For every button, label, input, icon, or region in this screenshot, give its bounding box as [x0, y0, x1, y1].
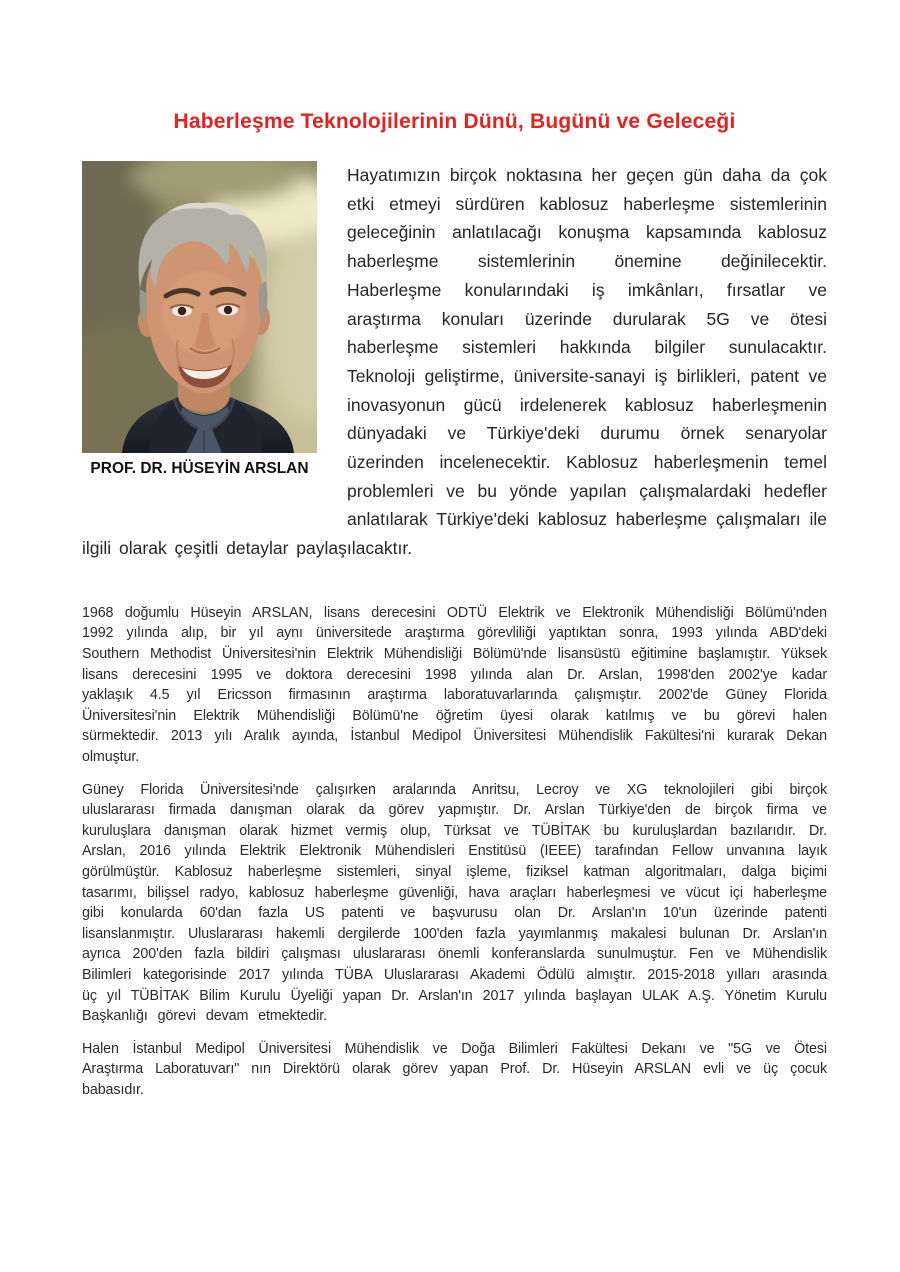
photo-caption: PROF. DR. HÜSEYİN ARSLAN [90, 460, 309, 477]
bio-paragraph-1: 1968 doğumlu Hüseyin ARSLAN, lisans derecesini ODTÜ Elektrik ve Elektronik Mühendisliği Bölümü'nden 1992 yılında alıp, bir yıl aynı üniversitede araştırma görevliliği yaptıktan sonra, 1993 yılında ABD'deki Southern Methodist Üniversitesi'nin Elektrik Mühendisliği Bölümü'nde lisansüstü eğitimine başlamıştır. Yüksek lisans derecesini 1995 ve doktora derecesini 1998 yılında alan Dr. Arslan, 1998'den 2002'ye kadar yaklaşık 4.5 yıl Ericsson firmasının araştırma laboratuvarlarında çalışmıştır. 2002'de Güney Florida Üniversitesi'nin Elektrik Mühendisliği Bölümü'ne öğretim üyesi olarak katılmış ve bu görevi halen sürmektedir. 2013 yılı Aralık ayında, İstanbul Medipol Üniversitesi Mühendislik Fakültesi'ni kurarak Dekan olmuştur. [82, 604, 827, 765]
bio-section [82, 603, 827, 1101]
page-title: Haberleşme Teknolojilerinin Dünü, Bugünü ve Geleceği [173, 110, 736, 133]
profile-photo-figure [82, 161, 317, 508]
intro-section [82, 161, 827, 563]
bio-paragraph-3: Halen İstanbul Medipol Üniversitesi Mühendislik ve Doğa Bilimleri Fakültesi Dekanı ve "5G ve Ötesi Araştırma Laboratuvarı" nın Direktörü olarak görev yapan Prof. Dr. Hüseyin ARSLAN evli ve üç çocuk babasıdır. [82, 1040, 827, 1098]
portrait-photo [82, 161, 317, 453]
bio-paragraph-2: Güney Florida Üniversitesi'nde çalışırken aralarında Anritsu, Lecroy ve XG teknolojileri gibi birçok uluslararası firmada danışman olarak da görev yapmıştır. Dr. Arslan Türkiye'den de birçok firma ve kuruluşlara danışman olarak hizmet vermiş olup, Türksat ve TÜBİTAK bu kuruluşlardan bazılarıdır. Dr. Arslan, 2016 yılında Elektrik Elektronik Mühendisleri Enstitüsü (IEEE) tarafından Fellow unvanına layık görülmüştür. Kablosuz haberleşme sistemleri, sinyal işleme, fiziksel katman algoritmaları, dalga biçimi tasarımı, bilişsel radyo, kablosuz haberleşme güvenliği, hava araçları haberleşmesi ve vücut içi haberleşme gibi konularda 60'dan fazla US patenti ve başvurusu olan Dr. Arslan'ın 10'un üzerinde patenti lisanslanmıştır. Uluslararası hakemli dergilerde 100'den fazla yayımlanmış makalesi bulunan Dr. Arslan'ın ayrıca 200'den fazla bildiri çalışması uluslararası önemli konferanslarda sunulmuştur. Fen ve Mühendislik Bilimleri kategorisinde 2017 yılında TÜBA Uluslararası Akademi Ödülü almıştır. 2015-2018 yılları arasında üç yıl TÜBİTAK Bilim Kurulu Üyeliği yapan Dr. Arslan'ın 2017 yılında başlayan ULAK A.Ş. Yönetim Kurulu Başkanlığı görevi devam etmektedir. [82, 781, 827, 1025]
portrait-photo-image [82, 161, 317, 453]
intro-paragraph: Hayatımızın birçok noktasına her geçen gün daha da çok etki etmeyi sürdüren kablosuz haberleşme sistemlerinin geleceğinin anlatılacağı konuşma kapsamında kablosuz haberleşme sistemlerinin önemine değinilecektir. Haberleşme konularındaki iş imkânları, fırsatlar ve araştırma konuları üzerinde durularak 5G ve ötesi haberleşme sistemleri hakkında bilgiler sunulacaktır. Teknoloji geliştirme, üniversite-sanayi iş birlikleri, patent ve inovasyonun gücü irdelenerek kablosuz haberleşmenin dünyadaki ve Türkiye'deki durumu örnek senaryolar üzerinden incelenecektir. Kablosuz haberleşmenin temel problemleri ve bu yönde yapılan çalışmalardaki hedefler anlatılarak Türkiye'deki kablosuz haberleşme çalışmaları ile ilgili olarak çeşitli detaylar paylaşılacaktır. [82, 165, 827, 559]
